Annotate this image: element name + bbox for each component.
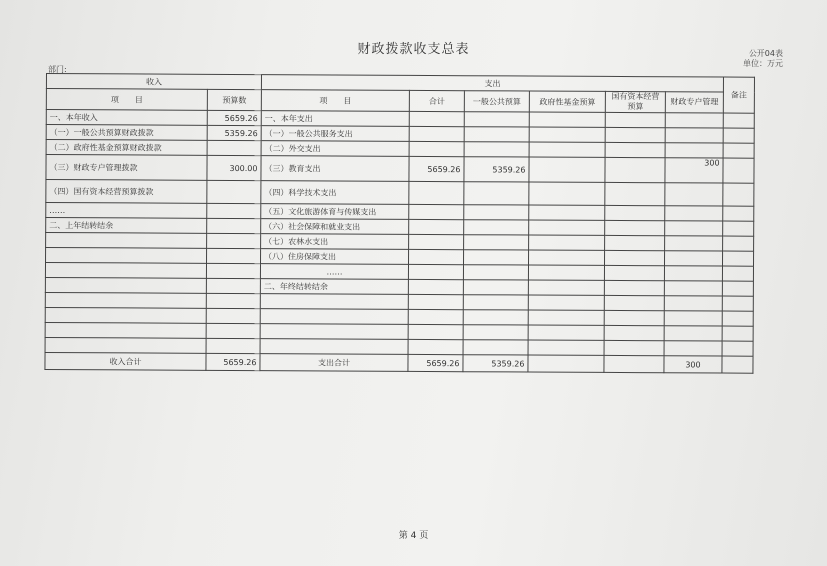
expense-item: （二）外交支出	[261, 141, 409, 157]
special-mgmt	[664, 311, 722, 326]
expense-total	[409, 234, 464, 249]
income-budget	[206, 278, 260, 293]
remarks-cell	[723, 183, 754, 206]
special-mgmt: 300	[665, 158, 723, 183]
gov-fund-cell	[528, 280, 604, 295]
income-total-value: 5659.26	[206, 353, 260, 370]
income-item: 一、本年收入	[46, 110, 207, 126]
general-budget	[464, 220, 529, 235]
special-mgmt	[664, 251, 722, 266]
expense-total	[408, 324, 463, 339]
gov-fund-total-cell	[528, 355, 604, 372]
expense-total-label: 支出合计	[260, 354, 408, 372]
gov-fund-cell	[529, 250, 605, 265]
form-code: 公开04表	[748, 49, 783, 58]
general-budget	[463, 295, 528, 310]
state-capital-cell	[604, 295, 664, 310]
table-row	[46, 155, 754, 184]
expense-total	[409, 111, 464, 126]
general-budget	[464, 205, 529, 220]
special-mgmt	[664, 296, 722, 311]
income-budget	[207, 203, 261, 218]
income-item: 二、上年结转结余	[46, 218, 207, 234]
remarks-cell	[722, 296, 753, 311]
general-budget	[463, 325, 528, 340]
unit-label: 单位：万元	[743, 59, 783, 68]
remarks-cell	[722, 266, 753, 281]
expense-item	[260, 339, 408, 355]
income-budget	[207, 180, 261, 203]
income-item	[45, 337, 206, 353]
expense-item	[260, 294, 408, 310]
expense-total	[409, 141, 464, 156]
expense-item: （八）住房保障支出	[261, 249, 409, 265]
state-capital-cell	[605, 127, 665, 142]
general-budget	[463, 265, 528, 280]
state-capital-cell	[605, 182, 665, 205]
special-mgmt	[665, 183, 723, 206]
expense-total	[408, 294, 463, 309]
expense-item: （七）农林水支出	[261, 234, 409, 250]
expense-item: ……	[260, 264, 408, 280]
income-budget	[206, 293, 260, 308]
state-capital-cell	[605, 220, 665, 235]
general-budget	[464, 112, 529, 127]
remarks-total-cell	[722, 356, 753, 373]
special-mgmt	[664, 281, 722, 296]
expense-header: 支出	[261, 75, 723, 92]
gov-fund-cell	[528, 295, 604, 310]
state-capital-cell	[604, 340, 664, 355]
expense-item: （三）教育支出	[261, 156, 409, 182]
gov-fund-cell	[528, 310, 604, 325]
general-budget	[464, 127, 529, 142]
income-item	[45, 263, 206, 279]
special-mgmt	[665, 143, 723, 158]
income-budget-header: 预算数	[207, 89, 261, 110]
expense-item	[260, 324, 408, 340]
gov-fund-cell	[529, 142, 605, 157]
state-capital-cell	[605, 235, 665, 250]
state-capital-cell	[604, 280, 664, 295]
state-capital-cell	[605, 157, 665, 182]
state-capital-cell	[605, 205, 665, 220]
special-mgmt-header: 财政专户管理	[665, 92, 723, 113]
special-mgmt	[665, 206, 723, 221]
income-budget: 300.00	[207, 155, 261, 180]
gov-fund-cell	[529, 205, 605, 220]
income-budget	[207, 233, 261, 248]
remarks-cell	[723, 143, 754, 158]
special-total-value: 300	[664, 356, 722, 373]
expense-item: （四）科学技术支出	[261, 181, 409, 205]
state-capital-cell	[605, 250, 665, 265]
special-mgmt	[664, 341, 722, 356]
income-item	[45, 292, 206, 308]
gov-fund-cell	[528, 340, 604, 355]
general-budget-header: 一般公共预算	[464, 91, 529, 112]
special-mgmt	[665, 128, 723, 143]
income-total-label: 收入合计	[45, 352, 206, 370]
income-item: （一）一般公共预算财政拨款	[46, 125, 207, 141]
expense-item	[260, 309, 408, 325]
general-budget	[464, 182, 529, 205]
state-capital-cell	[604, 265, 664, 280]
state-capital-cell	[605, 142, 665, 157]
remarks-cell	[723, 251, 754, 266]
expense-item: 二、年终结转结余	[260, 279, 408, 295]
fiscal-summary-table	[44, 73, 755, 374]
remarks-cell	[723, 158, 754, 183]
department-label: 部门:	[48, 65, 67, 74]
special-mgmt	[665, 236, 723, 251]
state-capital-cell	[604, 325, 664, 340]
expense-total-value: 5659.26	[408, 354, 463, 371]
expense-total	[409, 249, 464, 264]
remarks-cell	[722, 281, 753, 296]
expense-total	[408, 339, 463, 354]
gov-fund-cell	[528, 265, 604, 280]
remarks-cell	[723, 221, 754, 236]
expense-total	[409, 126, 464, 141]
income-budget: 5659.26	[207, 110, 261, 125]
expense-item: （五）文化旅游体育与传媒支出	[261, 204, 409, 220]
general-budget: 5359.26	[464, 157, 529, 182]
expense-total	[408, 279, 463, 294]
total-header: 合计	[409, 90, 464, 111]
income-item: ……	[46, 203, 207, 219]
income-item	[46, 248, 207, 264]
expense-item: 一、本年支出	[261, 111, 409, 127]
gov-fund-cell	[529, 182, 605, 205]
state-capital-cell	[605, 112, 665, 127]
income-item	[45, 307, 206, 323]
gov-fund-cell	[529, 157, 605, 182]
gov-fund-cell	[529, 127, 605, 142]
income-item: （二）政府性基金预算财政拨款	[46, 140, 207, 156]
income-item-header: 项 目	[46, 89, 207, 111]
remarks-cell	[722, 311, 753, 326]
expense-total	[409, 204, 464, 219]
general-budget	[464, 235, 529, 250]
remarks-cell	[723, 128, 754, 143]
remarks-cell	[723, 236, 754, 251]
expense-total	[409, 219, 464, 234]
page-number: 第 4 页	[398, 531, 429, 541]
remarks-cell	[722, 326, 753, 341]
special-mgmt	[664, 326, 722, 341]
general-budget	[463, 280, 528, 295]
expense-item: （一）一般公共服务支出	[261, 126, 409, 142]
expense-item-header: 项 目	[261, 90, 409, 112]
gov-fund-cell	[528, 325, 604, 340]
remarks-cell	[722, 341, 753, 356]
income-budget	[207, 248, 261, 263]
expense-total: 5659.26	[409, 156, 464, 181]
income-budget	[207, 140, 261, 155]
general-total-value: 5359.26	[463, 355, 528, 372]
income-item	[45, 322, 206, 338]
income-budget: 5359.26	[207, 125, 261, 140]
expense-item: （六）社会保障和就业支出	[261, 219, 409, 235]
state-capital-cell	[604, 310, 664, 325]
income-item	[45, 277, 206, 293]
general-budget	[464, 142, 529, 157]
income-header: 收入	[46, 74, 261, 90]
income-budget	[206, 263, 260, 278]
totals-row	[45, 352, 753, 373]
income-budget	[207, 218, 261, 233]
gov-fund-cell	[529, 112, 605, 127]
state-capital-total-cell	[604, 355, 664, 372]
income-item: （三）财政专户管理拨款	[46, 155, 207, 181]
remarks-header: 备注	[723, 77, 754, 113]
expense-total	[408, 264, 463, 279]
gov-fund-cell	[529, 235, 605, 250]
income-budget	[206, 338, 260, 353]
general-budget	[463, 310, 528, 325]
expense-total	[409, 181, 464, 204]
state-capital-header: 国有资本经营预算	[605, 91, 665, 112]
special-mgmt	[664, 266, 722, 281]
remarks-cell	[723, 206, 754, 221]
general-budget	[464, 250, 529, 265]
expense-total	[408, 309, 463, 324]
page-title: 财政拨款收支总表	[357, 42, 470, 57]
special-mgmt	[665, 113, 723, 128]
income-budget	[206, 323, 260, 338]
remarks-cell	[723, 113, 754, 128]
gov-fund-cell	[529, 220, 605, 235]
income-item: （四）国有资本经营预算拨款	[46, 180, 207, 204]
general-budget	[463, 340, 528, 355]
special-mgmt	[665, 221, 723, 236]
income-budget	[206, 308, 260, 323]
income-item	[46, 233, 207, 249]
gov-fund-header: 政府性基金预算	[529, 91, 605, 112]
